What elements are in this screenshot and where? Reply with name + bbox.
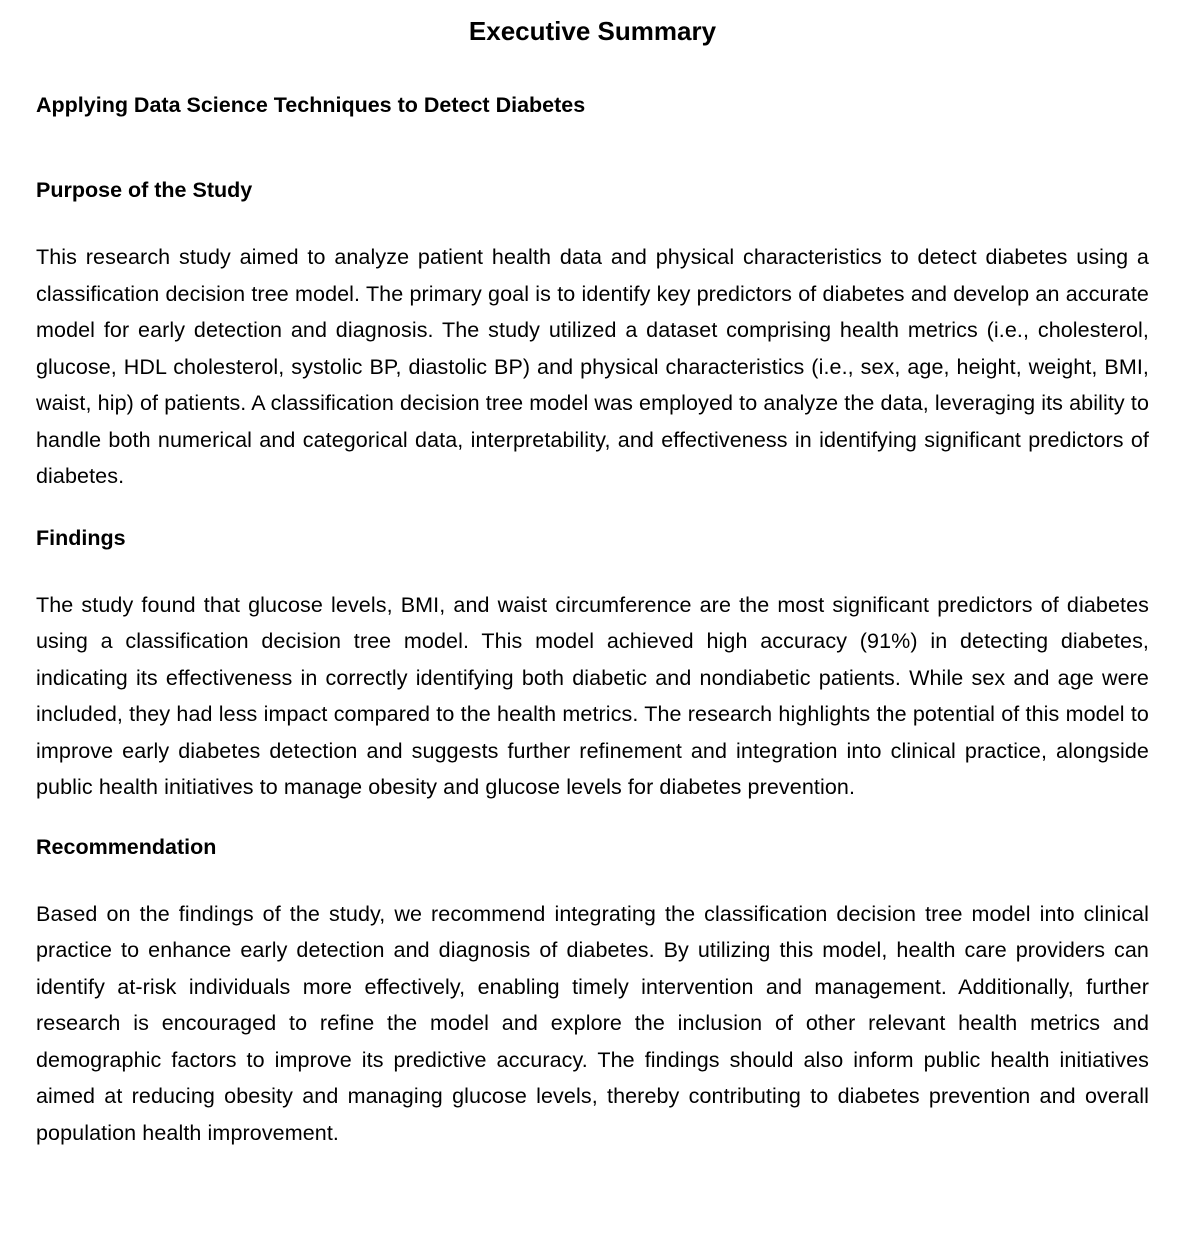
section-heading-recommendation: Recommendation [36,834,217,859]
page-title: Executive Summary [468,16,717,46]
section-heading-purpose: Purpose of the Study [36,178,253,202]
section-body-findings: The study found that glucose levels, BMI, and waist circumference are the most significant predictors of diabetes using a classification decision tree model. This model achieved high accuracy (91%) in detecting diabetes, indicating its effectiveness in correctly identifying both diabetic and nondiabetic patients. While sex and age were included, they had less impact compared to the health metrics. The research highlights the potential of this model to improve early diabetes detection and suggests further refinement and integration into clinical practice, alongside public health initiatives to manage obesity and glucose levels for diabetes prevention. [36,592,1149,799]
document-subtitle: Applying Data Science Techniques to Detect Diabetes [36,93,586,117]
section-body-recommendation: Based on the findings of the study, we recommend integrating the classification decision tree model into clinical practice to enhance early detection and diagnosis of diabetes. By utilizing this model, health care providers can identify at-risk individuals more effectively, enabling timely intervention and management. Additionally, further research is encouraged to refine the model and explore the inclusion of other relevant health metrics and demographic factors to improve its predictive accuracy. The findings should also inform public health initiatives aimed at reducing obesity and managing glucose levels, thereby contributing to diabetes prevention and overall population health improvement. [36,901,1149,1145]
section-body-purpose: This research study aimed to analyze patient health data and physical characteristics to detect diabetes using a classification decision tree model. The primary goal is to identify key predictors of diabetes and develop an accurate model for early detection and diagnosis. The study utilized a dataset comprising health metrics (i.e., cholesterol, glucose, HDL cholesterol, systolic BP, diastolic BP) and physical characteristics (i.e., sex, age, height, weight, BMI, waist, hip) of patients. A classification decision tree model was employed to analyze the data, leveraging its ability to handle both numerical and categorical data, interpretability, and effectiveness in identifying significant predictors of diabetes. [36,245,1149,488]
section-heading-findings: Findings [36,525,126,550]
section-recommendation [36,834,1149,1152]
section-findings [36,525,1149,806]
section-purpose [36,177,1149,495]
